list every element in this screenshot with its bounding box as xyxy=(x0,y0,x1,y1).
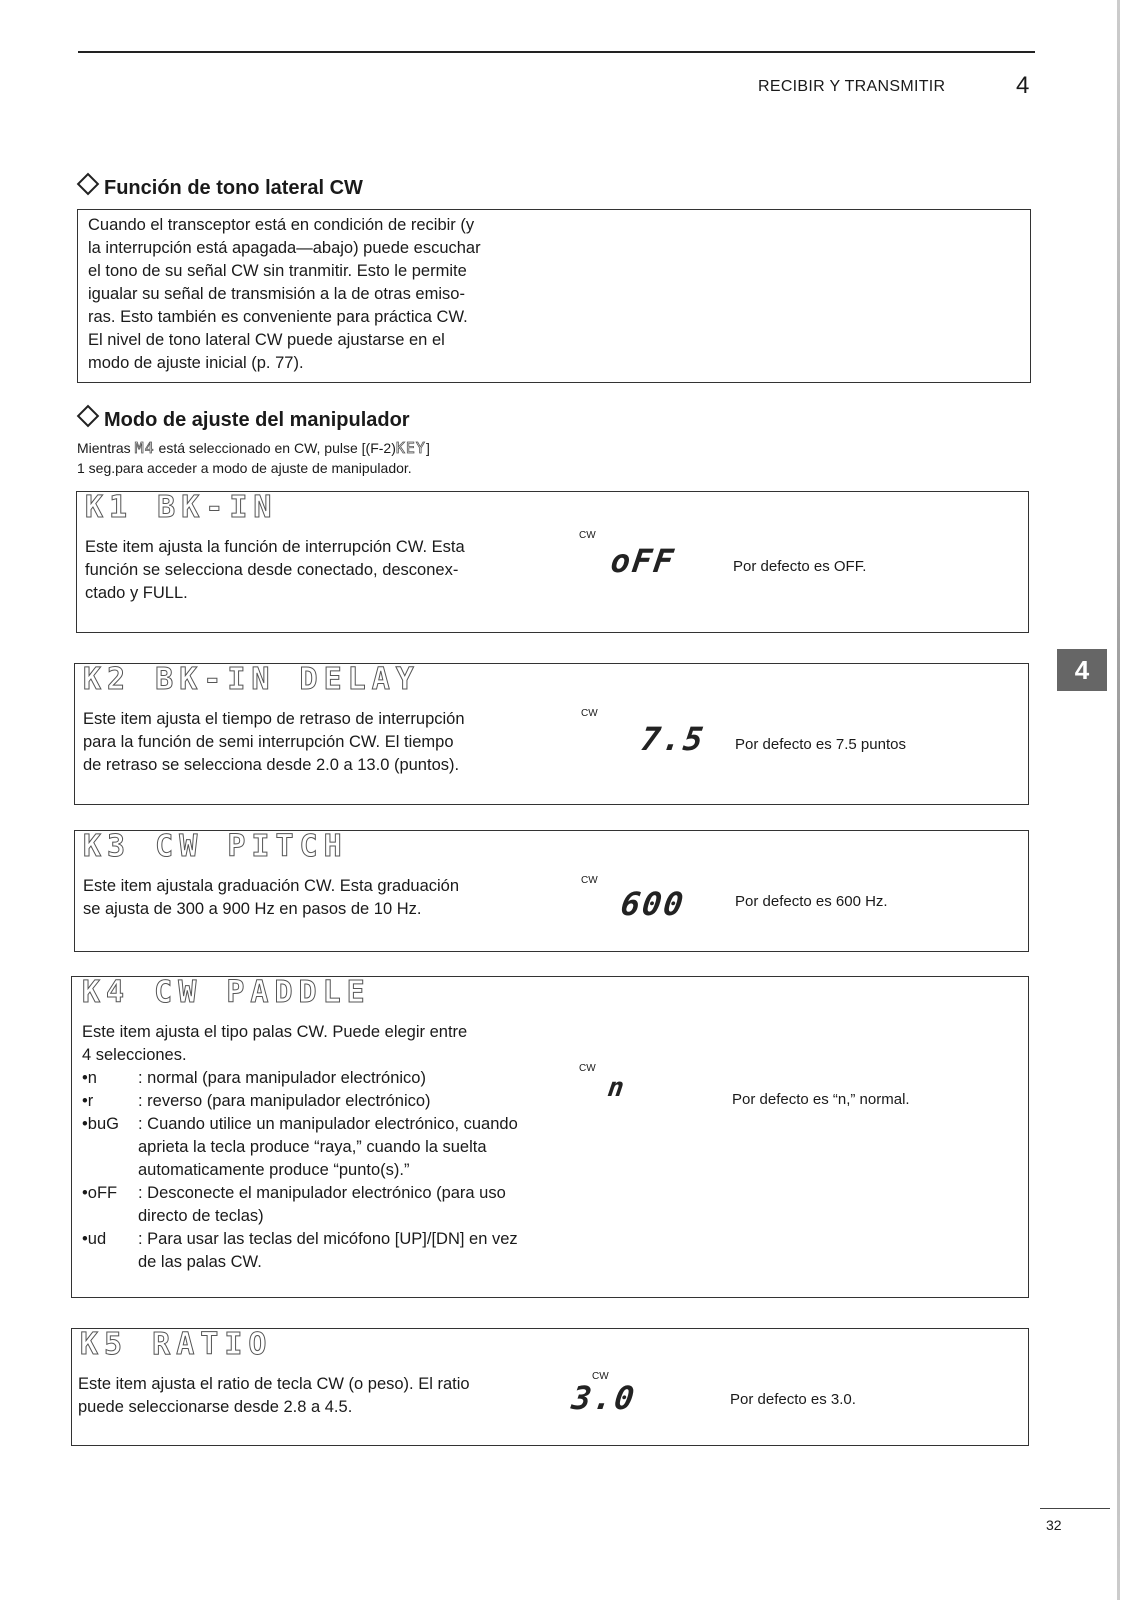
item-k2-box xyxy=(74,663,1029,805)
diamond-icon xyxy=(77,173,100,196)
segment-display: oFF xyxy=(608,542,678,580)
default-value: Por defecto es 600 Hz. xyxy=(735,893,888,910)
page-number-rule xyxy=(1040,1508,1110,1509)
m4-lcd-label: M4 xyxy=(134,439,155,457)
item-text xyxy=(78,1373,548,1419)
text-line: modo de ajuste inicial (p. 77). xyxy=(88,354,304,372)
section-title-keyer: Modo de ajuste del manipulador xyxy=(76,408,410,432)
text-line: Este item ajusta el ratio de tecla CW (o peso). El ratio xyxy=(78,1375,470,1393)
item-text xyxy=(83,708,543,777)
text-line: 4 selecciones. xyxy=(82,1046,187,1064)
top-rule xyxy=(78,51,1035,53)
item-k1-box xyxy=(76,491,1029,633)
running-header: RECIBIR Y TRANSMITIR xyxy=(758,78,946,95)
text-line: para la función de semi interrupción CW. El tiempo xyxy=(83,733,454,751)
text-line: función se selecciona desde conectado, desconex- xyxy=(85,561,459,579)
text-line: igualar su señal de transmisión a la de otras emiso- xyxy=(88,285,465,303)
text-line: la interrupción está apagada—abajo) puede escuchar xyxy=(88,239,481,257)
key-lcd-label: KEY xyxy=(395,439,426,457)
intro-text: 1 seg.para acceder a modo de ajuste de manipulador. xyxy=(77,460,412,476)
cw-indicator: CW xyxy=(579,1063,596,1074)
text-line: Cuando el transceptor está en condición de recibir (y xyxy=(88,216,475,234)
text-line: Este item ajusta el tipo palas CW. Puede elegir entre xyxy=(82,1023,468,1041)
lcd-title: K1 BK-IN xyxy=(85,490,278,525)
list-item: •n : normal (para manipulador electrónico) xyxy=(82,1069,426,1087)
chapter-tab: 4 xyxy=(1057,649,1107,691)
segment-display: 600 xyxy=(618,885,688,923)
list-item: •ud : Para usar las teclas del micófono [UP]/[DN] en vez de las palas CW. xyxy=(82,1230,518,1271)
text-line: Este item ajustala graduación CW. Esta graduación xyxy=(83,877,460,895)
sidetone-box xyxy=(77,209,1031,383)
lcd-title: K3 CW PITCH xyxy=(83,829,348,864)
item-k4-box xyxy=(71,976,1029,1298)
text-line: ras. Esto también es conveniente para práctica CW. xyxy=(88,308,468,326)
lcd-title: K4 CW PADDLE xyxy=(82,975,371,1010)
section-title-sidetone: Función de tono lateral CW xyxy=(76,176,363,200)
text-line: se ajusta de 300 a 900 Hz en pasos de 10 Hz. xyxy=(83,900,422,918)
text-line: el tono de su señal CW sin tranmitir. Esto le permite xyxy=(88,262,467,280)
item-text xyxy=(83,875,543,921)
diamond-icon xyxy=(77,405,100,428)
text-line: Este item ajusta el tiempo de retraso de interrupción xyxy=(83,710,465,728)
default-value: Por defecto es “n,” normal. xyxy=(732,1091,910,1108)
cw-indicator: CW xyxy=(581,875,598,886)
intro-text: Mientras xyxy=(77,440,131,456)
segment-display: 7.5 xyxy=(638,720,708,758)
page-number: 32 xyxy=(1046,1517,1062,1533)
cw-indicator: CW xyxy=(579,530,596,541)
text-line: de retraso se selecciona desde 2.0 a 13.0 (puntos). xyxy=(83,756,460,774)
cw-indicator: CW xyxy=(581,708,598,719)
list-item: •r : reverso (para manipulador electrónico) xyxy=(82,1092,431,1110)
text-line: El nivel de tono lateral CW puede ajustarse en el xyxy=(88,331,445,349)
chapter-number: 4 xyxy=(1016,72,1030,99)
default-value: Por defecto es 7.5 puntos xyxy=(735,736,906,753)
list-item: •buG : Cuando utilice un manipulador electrónico, cuando aprieta la tecla produce “raya,” cuando la suelta automaticamente produce “punto(s).” xyxy=(82,1115,518,1179)
default-value: Por defecto es OFF. xyxy=(733,558,867,575)
text-line: puede seleccionarse desde 2.8 a 4.5. xyxy=(78,1398,353,1416)
cw-indicator: CW xyxy=(592,1371,609,1382)
segment-display: n xyxy=(605,1073,628,1103)
sidetone-text xyxy=(88,214,548,375)
text-line: ctado y FULL. xyxy=(85,584,188,602)
lcd-title: K2 BK-IN DELAY xyxy=(83,662,420,697)
lcd-title: K5 RATIO xyxy=(80,1327,273,1362)
item-k3-box xyxy=(74,830,1029,952)
keyer-intro xyxy=(77,438,430,478)
item-text xyxy=(82,1021,527,1274)
list-item: •oFF : Desconecte el manipulador electrónico (para uso directo de teclas) xyxy=(82,1184,506,1225)
text-line: Este item ajusta la función de interrupción CW. Esta xyxy=(85,538,465,556)
intro-text: está seleccionado en CW, pulse [(F-2) xyxy=(158,440,396,456)
page-edge xyxy=(1117,0,1120,1600)
intro-text: ] xyxy=(425,440,430,456)
segment-display: 3.0 xyxy=(569,1379,639,1417)
item-k5-box xyxy=(71,1328,1029,1446)
item-text xyxy=(85,536,545,605)
default-value: Por defecto es 3.0. xyxy=(730,1391,856,1408)
